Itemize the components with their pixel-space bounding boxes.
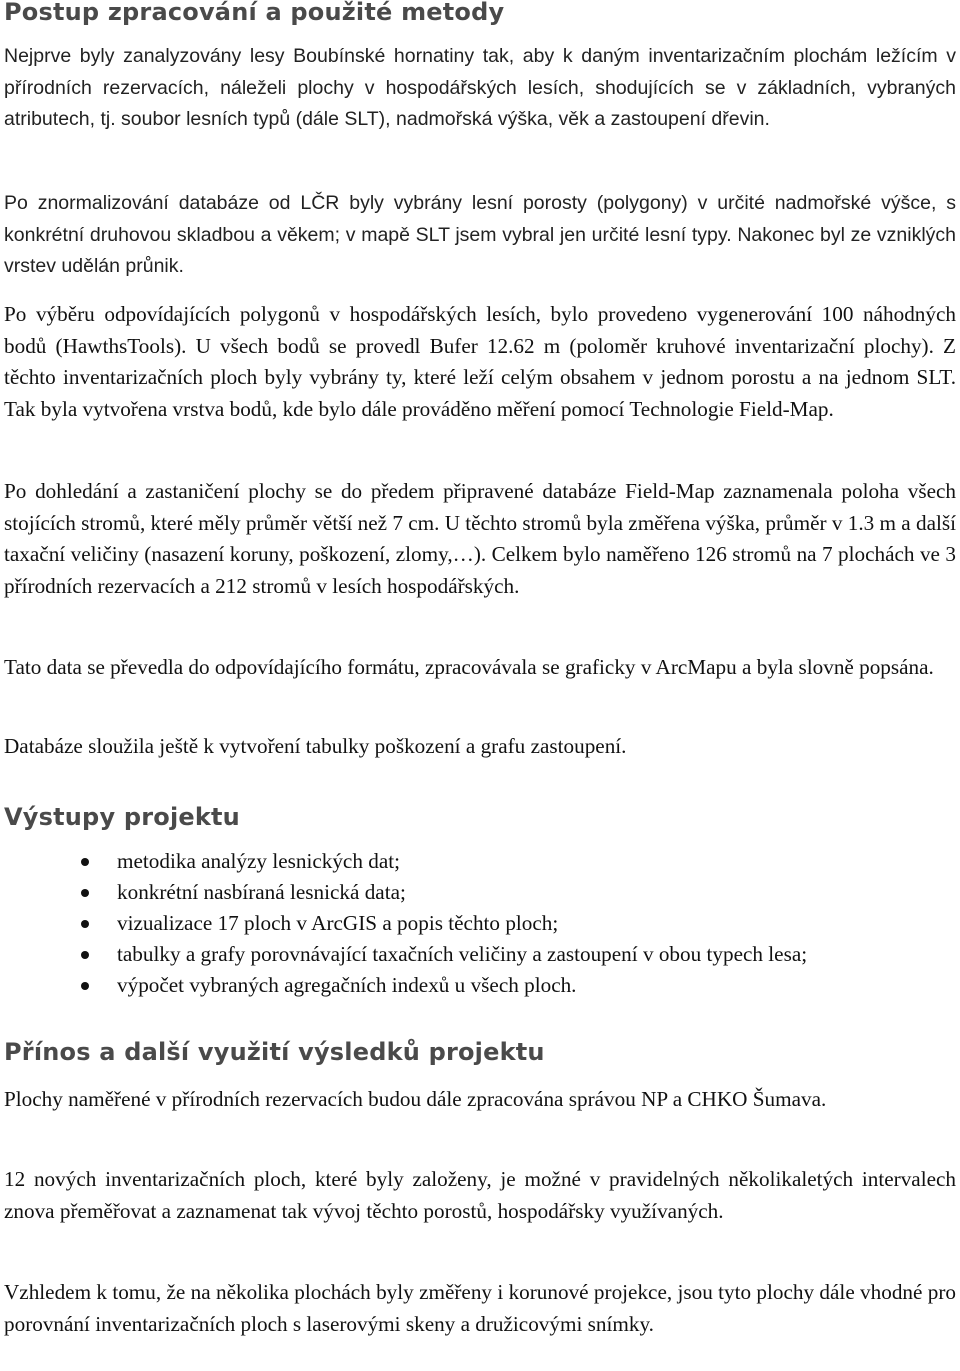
heading-outputs: Výstupy projektu [4,803,240,831]
heading-benefits: Přínos a další využití výsledků projektu [4,1038,545,1066]
paragraph-benefits-2: 12 nových inventarizačních ploch, které byly založeny, je možné v pravidelných několikaletých intervalech znova přeměřovat a zaznamenat tak vývoj těchto porostů, hospodářsky využívaných. [4,1167,956,1223]
paragraph-methods-3: Po výběru odpovídajících polygonů v hospodářských lesích, bylo provedeno vygenerování 100 náhodných bodů (HawthsTools). U všech bodů se provedl Bufer 12.62 m (poloměr kruhové inventarizační plochy). Z těchto inventarizačních ploch byly vybrány ty, které leží celým obsahem v jednom porostu a na jednom SLT. Tak byla vytvořena vrstva bodů, kde bylo dále prováděno měření pomocí Technologie Field-Map. [4,302,956,421]
outputs-list [0,846,807,1001]
bullet-icon [81,951,89,959]
bullet-icon [81,858,89,866]
heading-methods: Postup zpracování a použité metody [4,0,505,26]
paragraph-methods-5: Tato data se převedla do odpovídajícího formátu, zpracovávala se graficky v ArcMapu a byla slovně popsána. [4,655,934,679]
paragraph-methods-6: Databáze sloužila ještě k vytvoření tabulky poškození a grafu zastoupení. [4,734,627,758]
paragraph-methods-4: Po dohledání a zastaničení plochy se do předem připravené databáze Field-Map zaznamenala poloha všech stojících stromů, které měly průměr větší než 7 cm. U těchto stromů byla změřena výška, průměr v 1.3 m a další taxační veličiny (nasazení koruny, poškození, zlomy,…). Celkem bylo naměřeno 126 stromů na 7 plochách ve 3 přírodních rezervacích a 212 stromů v lesích hospodářských. [4,479,956,598]
list-item: vizualizace 17 ploch v ArcGIS a popis těchto ploch; [0,908,807,939]
paragraph-benefits-1: Plochy naměřené v přírodních rezervacích budou dále zpracována správou NP a CHKO Šumava. [4,1087,827,1111]
list-item: metodika analýzy lesnických dat; [0,846,807,877]
paragraph-methods-1: Nejprve byly zanalyzovány lesy Boubínské hornatiny tak, aby k daným inventarizačním plochám ležícím v přírodních rezervacích, náleželi plochy v hospodářských lesích, shodujících se v základních, vybraných atributech, tj. soubor lesních typů (dále SLT), nadmořská výška, věk a zastoupení dřevin. [4,45,956,131]
bullet-icon [81,920,89,928]
list-item: konkrétní nasbíraná lesnická data; [0,877,807,908]
bullet-icon [81,982,89,990]
bullet-icon [81,889,89,897]
paragraph-benefits-3: Vzhledem k tomu, že na několika plochách byly změřeny i korunové projekce, jsou tyto plochy dále vhodné pro porovnání inventarizačních ploch s laserovými skeny a družicovými snímky. [4,1280,956,1336]
list-item: výpočet vybraných agregačních indexů u všech ploch. [0,970,807,1001]
list-item: tabulky a grafy porovnávající taxačních veličiny a zastoupení v obou typech lesa; [0,939,807,970]
paragraph-methods-2: Po znormalizování databáze od LČR byly vybrány lesní porosty (polygony) v určité nadmořské výšce, s konkrétní druhovou skladbou a věkem; v mapě SLT jsem vybral jen určité lesní typy. Nakonec byl ze vzniklých vrstev udělán průnik. [4,192,956,278]
